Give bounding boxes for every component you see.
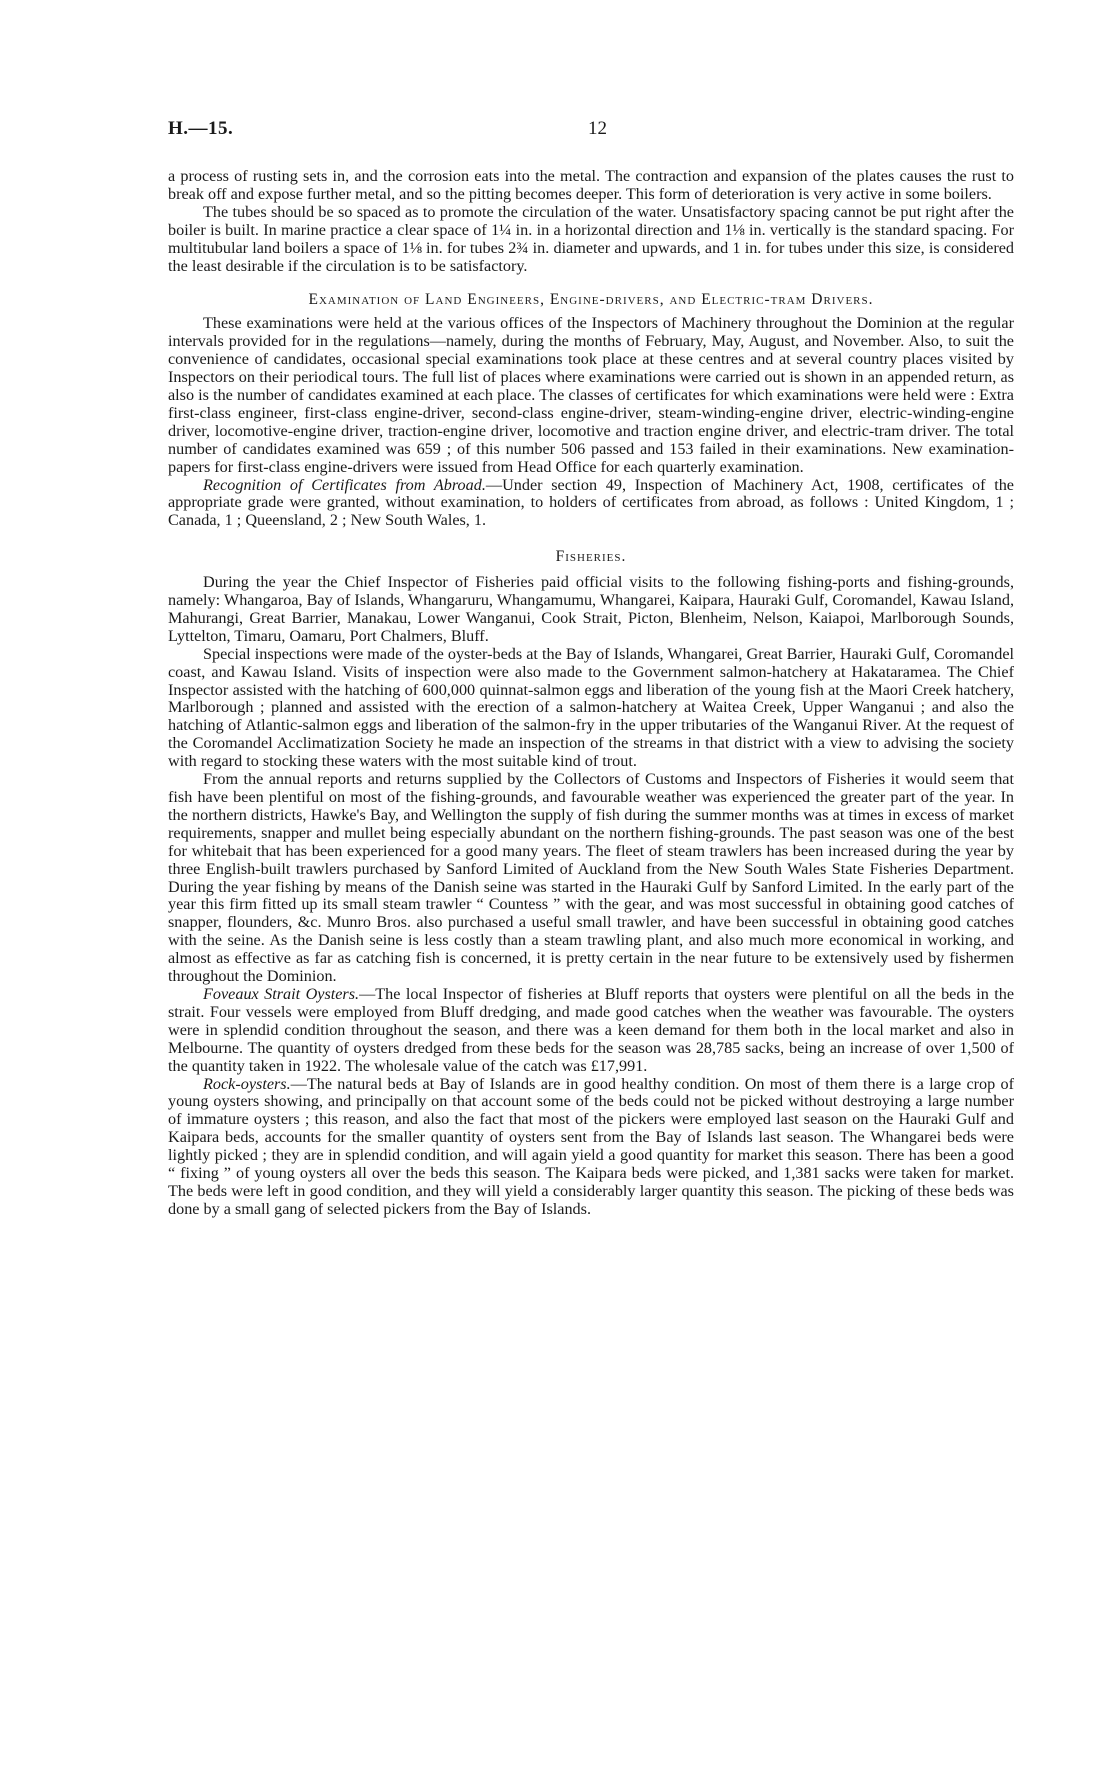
page-header [168,118,1014,142]
exams-section-heading: Examination of Land Engineers, Engine-drivers, and Electric-tram Drivers. [308,291,874,309]
boilers-paragraph-1: a process of rusting sets in, and the corrosion eats into the metal. The contraction and expansion of the plates causes the rust to break off and expose further metal, and so the pitting becomes deeper. This form of deterioration is very active in some boilers. [168,167,1014,203]
fisheries-paragraph-1: During the year the Chief Inspector of Fisheries paid official visits to the following fishing-ports and fishing-grounds, namely: Whangaroa, Bay of Islands, Whangaruru, Whangamumu, Whangarei, Kaipara, Hauraki Gulf, Coromandel, Kawau Island, Mahurangi, Great Barrier, Manakau, Lower Wanganui, Cook Strait, Picton, Blenheim, Nelson, Kaiapoi, Marlborough Sounds, Lyttelton, Timaru, Oamaru, Port Chalmers, Bluff. [168,573,1014,645]
fisheries-section-heading: Fisheries. [555,548,627,566]
rock-oysters-lead: Rock-oysters. [203,1074,291,1093]
recognition-paragraph [168,477,1014,531]
recognition-text: —Under section 49, Inspection of Machinery Act, 1908, certificates of the appropriate grade were granted, without examination, to holders of certificates from abroad, as follows : United Kingdom, 1 ; Canada, 1 ; Queensland, 2 ; New South Wales, 1. [168,475,1014,530]
foveaux-lead: Foveaux Strait Oysters. [203,984,360,1003]
rock-oysters-text: —The natural beds at Bay of Islands are in good healthy condition. On most of them there is a large crop of young oysters showing, and principally on that account some of the beds could not be picked without destroying a large number of immature oysters ; this reason, and also the fact that most of the pickers were employed last season on the Hauraki Gulf and Kaipara beds, accounts for the smaller quantity of oysters sent from the Bay of Islands last season. The Whangarei beds were lightly picked ; they are in splendid condition, and will again yield a good quantity for market this season. There has been a good “ fixing ” of young oysters all over the beds this season. The Kaipara beds were picked, and 1,381 sacks were taken for market. The beds were left in good condition, and they will yield a considerably larger quantity this season. The picking of these beds was done by a small gang of selected pickers from the Bay of Islands. [168,1074,1014,1218]
boilers-paragraph-2: The tubes should be so spaced as to promote the circulation of the water. Unsatisfactory spacing cannot be put right after the boiler is built. In marine practice a clear space of 1¼ in. in a horizontal direction and 1⅛ in. vertically is the standard spacing. For multitubular land boilers a space of 1⅛ in. for tubes 2¾ in. diameter and upwards, and 1 in. for tubes under this size, is considered the least desirable if the circulation is to be satisfactory. [168,202,1014,275]
page-body [168,168,1014,1219]
document-reference: H.—15. [168,118,234,139]
exams-paragraph-1: These examinations were held at the various offices of the Inspectors of Machinery throughout the Dominion at the regular intervals provided for in the regulations—namely, during the months of February, May, August, and November. Also, to suit the convenience of candidates, occasional special examinations took place at these centres and at several country places visited by Inspectors on their periodical tours. The full list of places where examinations were carried out is shown in an appended return, as also is the number of candidates examined at each place. The classes of certificates for which examinations were held were : Extra first-class engineer, first-class engine-driver, second-class engine-driver, steam-winding-engine driver, electric-winding-engine driver, locomotive-engine driver, traction-engine driver, locomotive and traction engine driver, and electric-tram driver. The total number of candidates examined was 659 ; of this number 506 passed and 153 failed in their examinations. New examination-papers for first-class engine-drivers were issued from Head Office for each quarterly examination. [168,314,1014,476]
recognition-lead: Recognition of Certificates from Abroad. [203,475,486,494]
foveaux-text: —The local Inspector of fisheries at Bluff reports that oysters were plentiful on all the beds in the strait. Four vessels were employed from Bluff dredging, and made good catches when the weather was favourable. The oysters were in splendid condition throughout the season, and there was a keen demand for them both in the local market and also in Melbourne. The quantity of oysters dredged from these beds for the season was 28,785 sacks, being an increase of over 1,500 of the quantity taken in 1922. The wholesale value of the catch was £17,991. [168,984,1015,1075]
fisheries-paragraph-2: Special inspections were made of the oyster-beds at the Bay of Islands, Whangarei, Great Barrier, Hauraki Gulf, Coromandel coast, and Kawau Island. Visits of inspection were also made to the Government salmon-hatchery at Hakataramea. The Chief Inspector assisted with the hatching of 600,000 quinnat-salmon eggs and liberation of the young fish at the Maori Creek hatchery, Marlborough ; planned and assisted with the erection of a salmon-hatchery at Waitea Creek, Upper Wanganui ; and also the hatching of Atlantic-salmon eggs and liberation of the salmon-fry in the upper tributaries of the Wanganui River. At the request of the Coromandel Acclimatization Society he made an inspection of the streams in that district with a view to advising the society with regard to stocking these waters with the most suitable kind of trout. [168,644,1014,771]
rock-oysters-paragraph [168,1076,1014,1219]
foveaux-paragraph [168,986,1014,1076]
page-number: 12 [588,118,607,139]
fisheries-paragraph-3: From the annual reports and returns supplied by the Collectors of Customs and Inspectors of Fisheries it would seem that fish have been plentiful on most of the fishing-grounds, and favourable weather was experienced the greater part of the year. In the northern districts, Hawke's Bay, and Wellington the supply of fish during the summer months was at times in excess of market requirements, snapper and mullet being especially abundant on the northern fishing-grounds. The past season was one of the best for whitebait that has been experienced for a good many years. The fleet of steam trawlers has been increased during the year by three English-built trawlers purchased by Sanford Limited of Auckland from the New South Wales State Fisheries Department. During the year fishing by means of the Danish seine was started in the Hauraki Gulf by Sanford Limited. In the early part of the year this firm fitted up its small steam trawler “ Countess ” with the gear, and was most successful in obtaining good catches of snapper, flounders, &c. Munro Bros. also purchased a useful small trawler, and have been successful in obtaining good catches with the seine. As the Danish seine is less costly than a steam trawling plant, and also much more economical in working, and almost as effective as far as catching fish is concerned, it is pretty certain in the near future to be extensively used by fishermen throughout the Dominion. [168,770,1014,986]
